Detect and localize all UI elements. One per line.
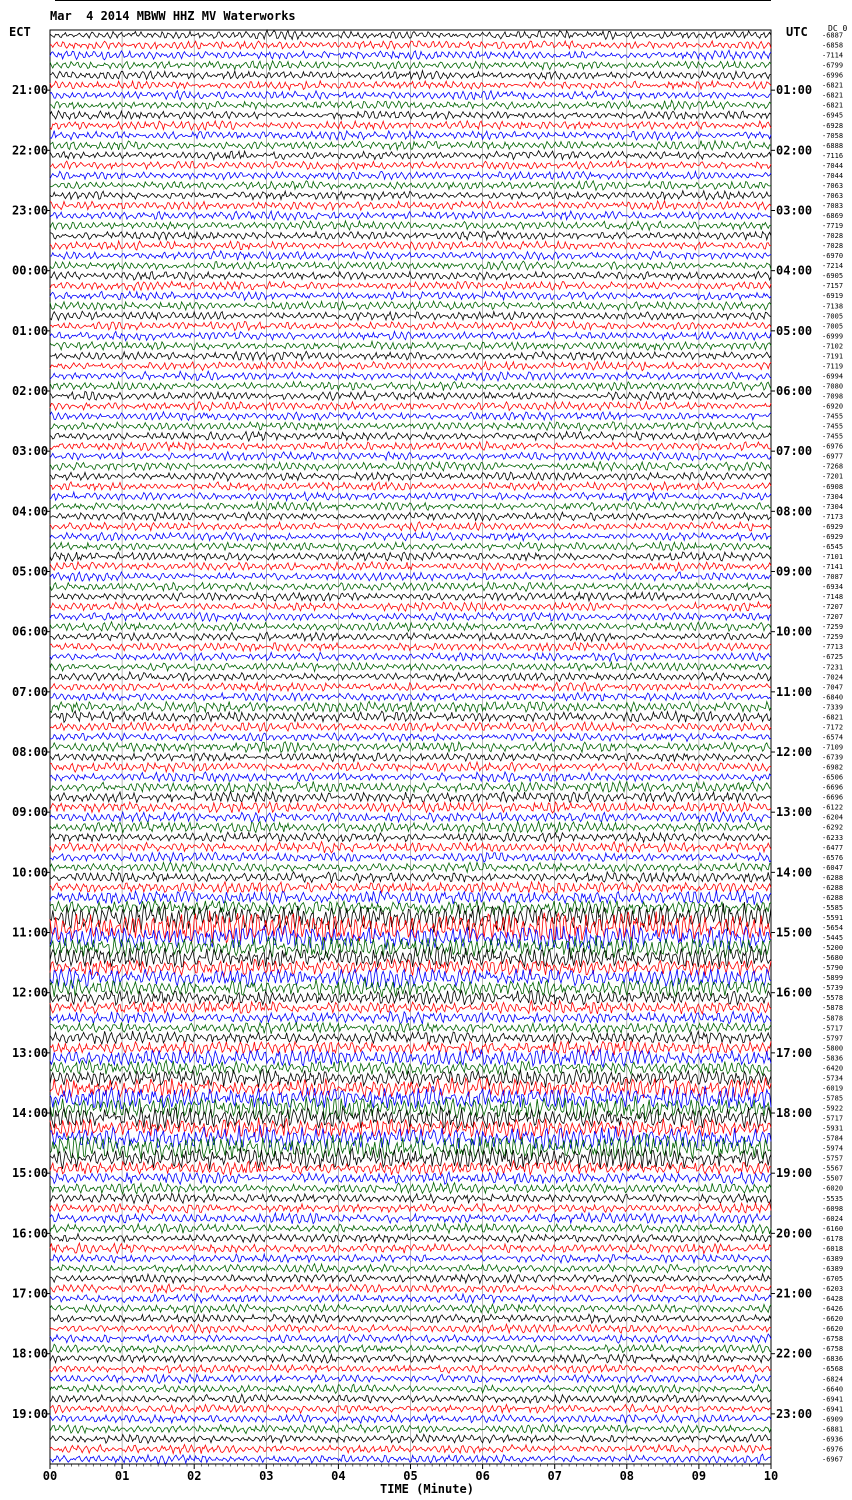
dc-offset-label: -6426 (822, 1305, 844, 1314)
dc-offset-label: -6568 (822, 1365, 844, 1374)
right-time-label: 10:00 (776, 624, 813, 639)
right-time-label: 21:00 (776, 1286, 813, 1301)
dc-offset-label: -7047 (822, 683, 844, 692)
dc-offset-label: -5445 (822, 934, 844, 942)
dc-offset-label: -5680 (822, 954, 844, 963)
left-time-label: 02:00 (12, 384, 49, 398)
left-time-label: 19:00 (12, 1406, 49, 1421)
dc-offset-label: -7101 (822, 553, 844, 561)
dc-offset-label: -7116 (822, 151, 844, 160)
dc-offset-label: -6905 (822, 272, 844, 281)
dc-offset-label: -6824 (822, 1375, 844, 1384)
dc-offset-label: -7138 (822, 302, 844, 311)
dc-offset-label: -5922 (822, 1104, 844, 1113)
x-tick-label: 07 (547, 1469, 562, 1483)
dc-offset-label: -7173 (822, 512, 844, 521)
dc-offset-label: -6840 (822, 693, 844, 702)
dc-offset-label: -6821 (822, 81, 844, 90)
right-timezone-label: UTC (786, 25, 808, 39)
dc-offset-label: -6576 (822, 853, 844, 862)
dc-offset-label: -5784 (822, 1134, 844, 1143)
dc-offset-label: -6928 (822, 121, 844, 130)
dc-offset-label: -7172 (822, 723, 844, 732)
dc-offset-label: -7719 (822, 222, 844, 230)
dc-offset-label: -6506 (822, 773, 844, 782)
right-time-label: 02:00 (776, 143, 813, 158)
right-time-label: 20:00 (776, 1226, 813, 1241)
dc-offset-label: -6288 (822, 893, 844, 902)
dc-offset-label: -6945 (822, 111, 844, 120)
dc-offset-label: -5878 (822, 1014, 844, 1023)
dc-offset-label: -6389 (822, 1254, 844, 1263)
right-time-label: 23:00 (776, 1406, 813, 1421)
right-time-label: 13:00 (776, 805, 813, 820)
dc-offset-label: -7191 (822, 352, 844, 361)
left-time-label: 16:00 (12, 1226, 49, 1241)
dc-offset-label: -6977 (822, 452, 844, 461)
dc-offset-label: -6941 (822, 1405, 844, 1414)
left-time-label: 05:00 (12, 564, 49, 579)
dc-offset-label: -7063 (822, 192, 844, 200)
dc-offset-label: -7044 (822, 161, 844, 170)
dc-offset-label: -7231 (822, 663, 844, 672)
dc-offset-label: -6620 (822, 1315, 844, 1324)
x-tick-label: 10 (763, 1469, 779, 1483)
dc-offset-label: -6996 (822, 71, 844, 80)
dc-offset-label: -5797 (822, 1034, 844, 1043)
dc-offset-label: -7063 (822, 181, 844, 190)
dc-offset-label: -7005 (822, 322, 844, 331)
left-time-label: 08:00 (12, 745, 49, 759)
dc-offset-label: -5567 (822, 1164, 844, 1173)
dc-offset-label: -6705 (822, 1275, 844, 1283)
dc-offset-label: -6936 (822, 1435, 844, 1444)
dc-offset-label: -6821 (822, 101, 844, 110)
dc-offset-label: -5507 (822, 1174, 844, 1183)
dc-offset-label: -5717 (822, 1114, 844, 1123)
dc-offset-label: -6233 (822, 833, 844, 842)
left-time-label: 12:00 (12, 985, 49, 1000)
right-time-label: 12:00 (776, 745, 813, 759)
dc-offset-label: -7058 (822, 131, 844, 140)
left-time-label: 09:00 (12, 805, 49, 820)
left-timezone-label: ECT (9, 25, 31, 39)
dc-offset-label: -7083 (822, 202, 844, 210)
right-time-label: 14:00 (776, 865, 813, 880)
dc-offset-label: -6620 (822, 1325, 844, 1334)
dc-offset-label: -7119 (822, 362, 844, 371)
dc-offset-label: -6292 (822, 823, 844, 832)
right-time-label: 08:00 (776, 504, 813, 519)
dc-offset-label: -6739 (822, 753, 844, 762)
x-tick-label: 06 (475, 1469, 490, 1483)
dc-offset-label: -6020 (822, 1184, 844, 1193)
dc-offset-label: -6389 (822, 1265, 844, 1273)
right-time-label: 03:00 (776, 203, 813, 218)
dc-offset-label: -6994 (822, 372, 844, 381)
x-tick-label: 05 (403, 1469, 418, 1483)
dc-offset-label: -6204 (822, 813, 844, 822)
dc-offset-label: -6098 (822, 1204, 844, 1213)
dc-offset-label: -5899 (822, 974, 844, 983)
dc-offset-label: -7028 (822, 232, 844, 241)
left-time-label: 13:00 (12, 1045, 49, 1060)
right-time-label: 01:00 (776, 83, 813, 98)
dc-offset-label: -6288 (822, 883, 844, 892)
left-time-label: 15:00 (12, 1166, 49, 1181)
dc-offset-label: -6288 (822, 873, 844, 882)
left-time-label: 06:00 (12, 624, 49, 639)
dc-offset-label: -6821 (822, 713, 844, 722)
dc-offset-label: -6908 (822, 482, 844, 491)
left-time-label: 01:00 (12, 323, 49, 338)
dc-offset-label: -6999 (822, 332, 844, 341)
dc-offset-label: -6881 (822, 1425, 844, 1434)
dc-offset-label: -7455 (822, 412, 844, 421)
dc-offset-label: -6976 (822, 1445, 844, 1454)
dc-offset-label: -5734 (822, 1074, 844, 1083)
dc-offset-label: -7102 (822, 342, 844, 351)
dc-offset-label: -6160 (822, 1224, 844, 1233)
dc-offset-label: -6909 (822, 1415, 844, 1424)
dc-offset-label: -7148 (822, 593, 844, 602)
right-time-label: 15:00 (776, 925, 813, 940)
x-tick-label: 00 (42, 1469, 58, 1483)
left-time-label: 10:00 (12, 865, 49, 880)
dc-offset-label: -6982 (822, 763, 844, 772)
left-time-label: 23:00 (12, 203, 49, 218)
dc-offset-label: -5591 (822, 914, 844, 922)
dc-offset-label: -6178 (822, 1234, 844, 1243)
right-time-label: 04:00 (776, 263, 813, 278)
dc-offset-label: -6545 (822, 542, 844, 551)
x-tick-label: 08 (619, 1469, 635, 1483)
dc-offset-label: -6920 (822, 402, 844, 411)
dc-offset-label: -5878 (822, 1004, 844, 1013)
dc-offset-label: -6018 (822, 1244, 844, 1253)
dc-offset-label: -5757 (822, 1154, 844, 1163)
dc-offset-label: -6696 (822, 793, 844, 802)
dc-offset-label: -7713 (822, 643, 844, 652)
dc-offset-label: -6858 (822, 41, 844, 50)
dc-offset-label: -5974 (822, 1144, 844, 1153)
dc-offset-label: -6970 (822, 252, 844, 261)
dc-offset-label: -6019 (822, 1084, 844, 1093)
right-time-label: 22:00 (776, 1346, 813, 1361)
dc-offset-label: -7214 (822, 262, 844, 271)
dc-offset-label: -6967 (822, 1455, 844, 1464)
dc-offset-label: -5535 (822, 1194, 844, 1203)
dc-offset-label: -6758 (822, 1335, 844, 1344)
right-time-label: 16:00 (776, 985, 813, 1000)
dc-offset-label: -6929 (822, 532, 844, 541)
x-axis-label: TIME (Minute) (380, 1482, 474, 1496)
right-time-label: 19:00 (776, 1166, 813, 1181)
dc-offset-label: -6420 (822, 1064, 844, 1073)
dc-offset-label: -5931 (822, 1124, 844, 1133)
dc-offset-label: -6887 (822, 31, 844, 40)
left-time-label: 22:00 (12, 143, 49, 158)
dc-offset-label: -6696 (822, 783, 844, 792)
dc-offset-label: -6934 (822, 583, 844, 592)
dc-offset-label: -6024 (822, 1214, 844, 1223)
left-time-label: 14:00 (12, 1106, 49, 1120)
dc-offset-label: -7098 (822, 392, 844, 401)
dc-offset-label: -7268 (822, 462, 844, 471)
left-time-label: 18:00 (12, 1346, 49, 1361)
dc-offset-label: -6428 (822, 1295, 844, 1303)
dc-offset-label: -7044 (822, 171, 844, 180)
dc-offset-label: -6976 (822, 442, 844, 451)
dc-offset-label: -5739 (822, 984, 844, 993)
right-time-label: 06:00 (776, 384, 813, 398)
left-time-label: 11:00 (12, 925, 49, 940)
x-tick-label: 02 (186, 1469, 202, 1483)
dc-offset-label: -5654 (822, 924, 844, 932)
dc-offset-label: -7304 (822, 502, 844, 511)
right-time-label: 17:00 (776, 1045, 813, 1060)
dc-offset-label: -5790 (822, 964, 844, 973)
dc-offset-label: -7259 (822, 623, 844, 632)
right-time-label: 07:00 (776, 444, 813, 459)
dc-offset-label: -5585 (822, 903, 844, 912)
x-tick-label: 04 (331, 1469, 346, 1483)
dc-offset-label: -6869 (822, 212, 844, 220)
dc-offset-label: -7259 (822, 633, 844, 642)
left-time-label: 21:00 (12, 83, 49, 98)
dc-offset-label: -7455 (822, 432, 844, 441)
dc-offset-label: -5800 (822, 1044, 844, 1053)
dc-offset-label: -5836 (822, 1054, 844, 1063)
dc-offset-label: -7109 (822, 743, 844, 752)
left-time-label: 17:00 (12, 1286, 49, 1301)
dc-offset-label: -7455 (822, 422, 844, 431)
right-time-label: 09:00 (776, 564, 813, 579)
dc-offset-label: -7339 (822, 703, 844, 712)
right-time-label: 18:00 (776, 1106, 813, 1120)
dc-offset-label: -6758 (822, 1345, 844, 1354)
dc-offset-label: -7207 (822, 613, 844, 622)
x-tick-label: 01 (114, 1469, 130, 1483)
dc-offset-header: DC 0 (828, 24, 848, 33)
dc-offset-label: -6941 (822, 1395, 844, 1404)
dc-offset-label: -7028 (822, 242, 844, 251)
x-tick-label: 09 (691, 1469, 707, 1483)
page-title: Mar 4 2014 MBWW HHZ MV Waterworks (50, 9, 296, 23)
dc-offset-label: -7141 (822, 563, 844, 571)
dc-offset-label: -6836 (822, 1355, 844, 1364)
dc-offset-label: -7304 (822, 492, 844, 501)
dc-offset-label: -6640 (822, 1385, 844, 1394)
left-time-label: 07:00 (12, 684, 49, 699)
x-tick-label: 03 (259, 1469, 274, 1483)
dc-offset-label: -5785 (822, 1094, 844, 1103)
dc-offset-label: -6821 (822, 91, 844, 100)
dc-offset-label: -5200 (822, 944, 844, 953)
dc-offset-label: -6574 (822, 733, 844, 742)
right-time-label: 11:00 (776, 684, 813, 699)
dc-offset-label: -7201 (822, 472, 844, 481)
dc-offset-label: -6919 (822, 292, 844, 301)
dc-offset-label: -6725 (822, 653, 844, 662)
dc-offset-label: -7087 (822, 573, 844, 581)
dc-offset-label: -7080 (822, 382, 844, 391)
dc-offset-label: -6929 (822, 522, 844, 531)
dc-offset-label: -7114 (822, 51, 844, 60)
dc-offset-label: -5717 (822, 1024, 844, 1033)
dc-offset-label: -6799 (822, 61, 844, 70)
dc-offset-label: -7024 (822, 673, 844, 682)
dc-offset-label: -7207 (822, 603, 844, 612)
dc-offset-label: -7005 (822, 312, 844, 321)
left-time-label: 03:00 (12, 444, 49, 459)
left-time-label: 00:00 (12, 263, 49, 278)
dc-offset-label: -6122 (822, 803, 844, 812)
dc-offset-label: -6203 (822, 1285, 844, 1293)
dc-offset-label: -6477 (822, 843, 844, 852)
left-time-label: 04:00 (12, 504, 49, 519)
right-time-label: 05:00 (776, 323, 813, 338)
dc-offset-label: -6047 (822, 863, 844, 872)
dc-offset-label: -5578 (822, 994, 844, 1003)
dc-offset-label: -7157 (822, 282, 844, 291)
dc-offset-label: -6888 (822, 141, 844, 150)
